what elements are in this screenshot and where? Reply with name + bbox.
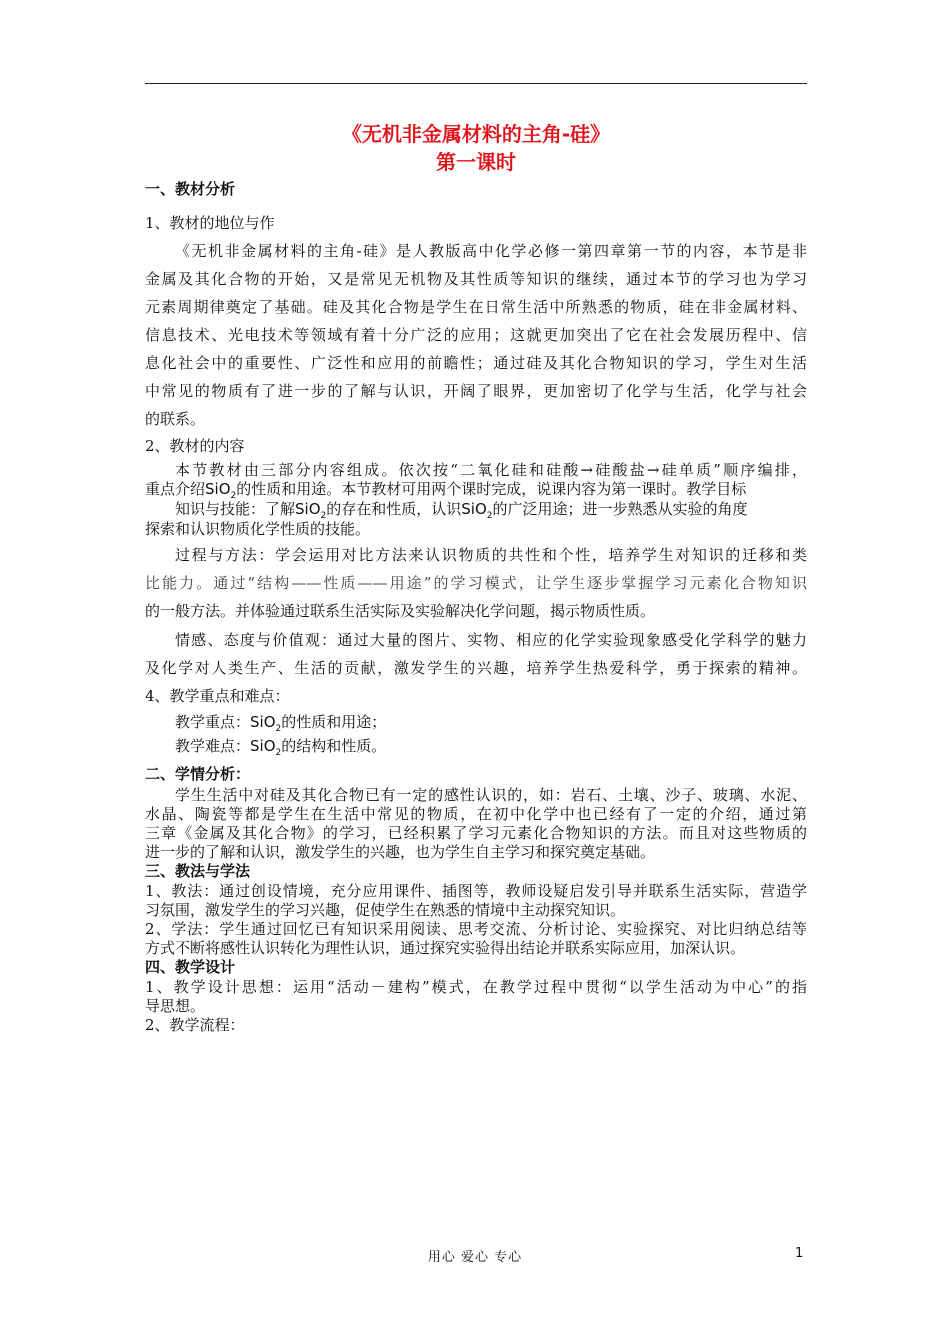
para-line: 2、教学流程： bbox=[145, 1016, 245, 1034]
para-line: 导思想。 bbox=[145, 997, 206, 1015]
text-span: 教学难点： bbox=[175, 737, 251, 755]
para-line: 三章《金属及其化合物》的学习，已经积累了学习元素化合物知识的方法。而且对这些物质的 bbox=[145, 824, 807, 842]
sio2-formula: SiO$_2$ bbox=[250, 737, 282, 758]
para5-line: 及化学对人类生产、生活的贡献，激发学生的兴趣，培养学生热爱科学，勇于探索的精神。 bbox=[145, 659, 807, 677]
footer-motto: 用心 爱心 专心 bbox=[427, 1250, 523, 1265]
para1-line: 《无机非金属材料的主角-硅》是人教版高中化学必修一第四章第一节的内容，本节是非 bbox=[175, 242, 807, 260]
section-4-heading: 四、教学设计 bbox=[145, 958, 236, 976]
para5-line: 情感、态度与价值观：通过大量的图片、实物、相应的化学实验现象感受化学科学的魅力 bbox=[175, 631, 807, 649]
para-line: 进一步的了解和认识，激发学生的兴趣，也为学生自主学习和探究奠定基础。 bbox=[145, 843, 656, 861]
para4-line: 过程与方法：学会运用对比方法来认识物质的共性和个性，培养学生对知识的迁移和类 bbox=[175, 546, 807, 564]
para-line: 1、教法：通过创设情境，充分应用课件、插图等，教师设疑启发引导并联系生活实际，营造学 bbox=[145, 882, 807, 900]
text-span: 的结构和性质。 bbox=[281, 737, 387, 755]
doc-subtitle: 第一课时 bbox=[436, 150, 516, 174]
para1-line: 元素周期律奠定了基础。硅及其化合物是学生在日常生活中所熟悉的物质，硅在非金属材料、 bbox=[145, 298, 807, 316]
sio2-formula: SiO$_2$ bbox=[205, 480, 237, 501]
para-line: 学生生活中对硅及其化合物已有一定的感性认识的，如：岩石、土壤、沙子、玻璃、水泥、 bbox=[175, 786, 807, 804]
para1-line: 中常见的物质有了进一步的了解与认识，开阔了眼界，更加密切了化学与生活，化学与社会 bbox=[145, 382, 807, 400]
para2-line: 本节教材由三部分内容组成。依次按“二氧化硅和硅酸→硅酸盐→硅单质”顺序编排， bbox=[175, 461, 807, 479]
text-span: 重点介绍 bbox=[145, 480, 206, 498]
text-span: 的性质和用途； bbox=[281, 713, 387, 731]
para-line: 2、学法：学生通过回忆已有知识采用阅读、思考交流、分析讨论、实验探究、对比归纳总结等 bbox=[145, 920, 807, 938]
text-span: 的广泛用途；进一步熟悉从实验的角度 bbox=[492, 500, 748, 518]
para4-line: 比能力。通过“结构——性质——用途”的学习模式，让学生逐步掌握学习元素化合物知识 bbox=[145, 574, 807, 592]
section-2-heading: 二、学情分析： bbox=[145, 765, 251, 783]
para-line: 水晶、陶瓷等都是学生在生活中常见的物质，在初中化学中也已经有了一定的介绍，通过第 bbox=[145, 805, 807, 823]
para3-line: 探索和认识物质化学性质的技能。 bbox=[145, 520, 371, 538]
text-span: 教学重点： bbox=[175, 713, 251, 731]
doc-title: 《无机非金属材料的主角-硅》 bbox=[341, 122, 611, 146]
sio2-formula: SiO$_2$ bbox=[461, 500, 493, 521]
subheading-2: 2、教材的内容 bbox=[145, 437, 245, 455]
text-span: 的存在和性质，认识 bbox=[326, 500, 462, 518]
sio2-formula: SiO$_2$ bbox=[295, 500, 327, 521]
para1-line: 金属及其化合物的开始，又是常见无机物及其性质等知识的继续，通过本节的学习也为学习 bbox=[145, 270, 807, 288]
para1-line: 息化社会中的重要性、广泛性和应用的前瞻性；通过硅及其化合物知识的学习，学生对生活 bbox=[145, 354, 807, 372]
subheading-1: 1、教材的地位与作 bbox=[145, 214, 275, 232]
para-line: 习氛围，激发学生的学习兴趣，促使学生在熟悉的情境中主动探究知识。 bbox=[145, 901, 626, 919]
section-1-heading: 一、教材分析 bbox=[145, 180, 236, 198]
key-point-line bbox=[145, 711, 807, 734]
sio2-formula: SiO$_2$ bbox=[250, 713, 282, 734]
text-span: 知识与技能：了解 bbox=[175, 500, 296, 518]
page-number: 1 bbox=[795, 1246, 804, 1261]
para1-line: 信息技术、光电技术等领域有着十分广泛的应用；这就更加突出了它在社会发展历程中、信 bbox=[145, 326, 807, 344]
para1-line: 的联系。 bbox=[145, 410, 206, 428]
para-line: 1、教学设计思想：运用“活动－建构”模式，在教学过程中贯彻“以学生活动为中心”的指 bbox=[145, 978, 807, 996]
header-rule bbox=[145, 83, 807, 84]
para-line: 方式不断将感性认识转化为理性认识，通过探究实验得出结论并联系实际应用，加深认识。 bbox=[145, 939, 746, 957]
section-3-heading: 三、教法与学法 bbox=[145, 862, 251, 880]
text-span: 的性质和用途。本节教材可用两个课时完成，说课内容为第一课时。教学目标 bbox=[236, 480, 747, 498]
difficult-point-line bbox=[145, 735, 807, 758]
subheading-4: 4、教学重点和难点： bbox=[145, 687, 290, 705]
para4-line: 的一般方法。并体验通过联系生活实际及实验解决化学问题，揭示物质性质。 bbox=[145, 602, 656, 620]
